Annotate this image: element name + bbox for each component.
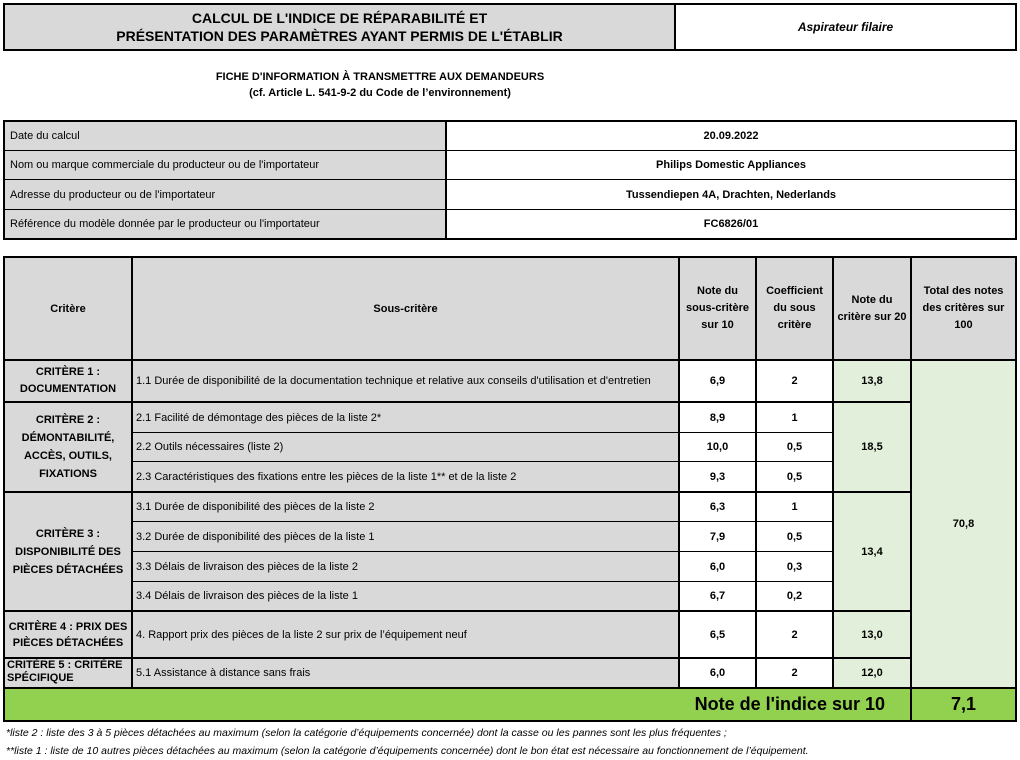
info-value-date: 20.09.2022 bbox=[703, 130, 759, 142]
sub-criterion-3-4: 3.4 Délais de livraison des pièces de la liste 1 bbox=[136, 590, 358, 602]
sub-criterion-2-2: 2.2 Outils nécessaires (liste 2) bbox=[136, 441, 284, 453]
header-critere: Critère bbox=[50, 302, 86, 315]
note-3-2: 7,9 bbox=[709, 530, 726, 543]
info-label-address: Adresse du producteur ou de l'importateur bbox=[10, 188, 216, 201]
note-5-1: 6,0 bbox=[709, 667, 726, 679]
title-line-1: CALCUL DE L'INDICE DE RÉPARABILITÉ ET bbox=[191, 10, 488, 26]
subtitle-line-2: (cf. Article L. 541-9-2 du Code de l’environnement) bbox=[249, 87, 511, 99]
header-total: Total des notes des critères sur 100 bbox=[922, 285, 1005, 331]
criterion-1-name: CRITÈRE 1 : DOCUMENTATION bbox=[19, 366, 117, 395]
coef-4: 2 bbox=[791, 628, 798, 641]
info-label-producer: Nom ou marque commerciale du producteur ou de l'importateur bbox=[10, 159, 320, 171]
coef-2-3: 0,5 bbox=[786, 470, 803, 483]
coef-1-1: 2 bbox=[791, 375, 798, 387]
coef-2-2: 0,5 bbox=[786, 441, 803, 453]
sub-criterion-5-1: 5.1 Assistance à distance sans frais bbox=[136, 667, 311, 679]
footnote-liste-1: **liste 1 : liste de 10 autres pièces détachées au maximum (selon la catégorie d’équipements concernée) dont le bon état est nécessaire au fonctionnement de l’équipement. bbox=[6, 745, 809, 757]
title-line-2: PRÉSENTATION DES PARAMÈTRES AYANT PERMIS DE L'ÉTABLIR bbox=[116, 28, 563, 44]
criterion-4-note: 13,0 bbox=[861, 628, 883, 641]
sub-criterion-2-1: 2.1 Facilité de démontage des pièces de la liste 2* bbox=[136, 411, 382, 424]
criterion-4-name: CRITÈRE 4 : PRIX DES PIÈCES DÉTACHÉES bbox=[8, 620, 128, 649]
criterion-3-name: CRITÈRE 3 : DISPONIBILITÉ DES PIÈCES DÉTACHÉES bbox=[12, 527, 124, 576]
subtitle-line-1: FICHE D'INFORMATION À TRANSMETTRE AUX DEMANDEURS bbox=[215, 71, 545, 83]
note-2-3: 9,3 bbox=[709, 470, 726, 483]
info-label-date: Date du calcul bbox=[10, 130, 80, 142]
header-note-sous-critere: Note du sous-critère sur 10 bbox=[686, 285, 749, 331]
index-value: 7,1 bbox=[950, 694, 977, 714]
note-3-3: 6,0 bbox=[709, 560, 726, 573]
note-3-4: 6,7 bbox=[709, 590, 726, 602]
subtitle bbox=[100, 69, 660, 101]
criterion-3-note: 13,4 bbox=[861, 545, 883, 558]
coef-3-2: 0,5 bbox=[786, 530, 803, 543]
sub-criterion-1-1: 1.1 Durée de disponibilité de la documentation technique et relative aux conseils d'utilisation et d'entretien bbox=[136, 375, 651, 387]
footnote-liste-2: *liste 2 : liste des 3 à 5 pièces détachées au maximum (selon la catégorie d’équipements concernée) dont la casse ou les pannes sont les plus fréquentes ; bbox=[6, 727, 727, 739]
sub-criterion-2-3: 2.3 Caractéristiques des fixations entre les pièces de la liste 1** et de la liste 2 bbox=[136, 470, 517, 483]
criterion-2-name: CRITÈRE 2 : DÉMONTABILITÉ, ACCÈS, OUTILS, FIXATIONS bbox=[21, 414, 115, 480]
sub-criterion-3-2: 3.2 Durée de disponibilité des pièces de la liste 1 bbox=[136, 530, 375, 543]
index-label: Note de l'indice sur 10 bbox=[694, 694, 885, 714]
criterion-5-note: 12,0 bbox=[861, 667, 883, 679]
note-4: 6,5 bbox=[709, 628, 726, 641]
note-3-1: 6,3 bbox=[709, 501, 726, 513]
sub-criterion-4: 4. Rapport prix des pièces de la liste 2 sur prix de l’équipement neuf bbox=[136, 628, 467, 641]
criterion-2-note: 18,5 bbox=[861, 441, 883, 453]
sub-criterion-3-1: 3.1 Durée de disponibilité des pièces de la liste 2 bbox=[136, 501, 375, 513]
total-score: 70,8 bbox=[952, 518, 975, 530]
sub-criterion-3-3: 3.3 Délais de livraison des pièces de la liste 2 bbox=[136, 560, 358, 573]
info-label-reference: Référence du modèle donnée par le producteur ou l'importateur bbox=[10, 218, 320, 230]
coef-3-1: 1 bbox=[791, 501, 798, 513]
coef-3-3: 0,3 bbox=[786, 560, 803, 573]
footnotes bbox=[6, 724, 1016, 760]
info-value-address: Tussendiepen 4A, Drachten, Nederlands bbox=[625, 188, 837, 201]
product-type: Aspirateur filaire bbox=[676, 3, 1017, 51]
header-sous-critere: Sous-critère bbox=[373, 302, 438, 315]
coef-2-1: 1 bbox=[791, 411, 798, 424]
header-coefficient: Coefficient du sous critère bbox=[766, 285, 823, 331]
info-value-producer: Philips Domestic Appliances bbox=[656, 159, 806, 171]
info-value-reference: FC6826/01 bbox=[703, 218, 759, 230]
info-table bbox=[3, 120, 1017, 240]
score-table bbox=[3, 256, 1017, 722]
coef-5-1: 2 bbox=[791, 667, 798, 679]
criterion-5-name bbox=[7, 659, 129, 687]
criterion-5-name-text: CRITÈRE 5 : CRITÈRE SPÉCIFIQUE bbox=[7, 659, 123, 684]
note-2-1: 8,9 bbox=[709, 411, 726, 424]
note-2-2: 10,0 bbox=[706, 441, 729, 453]
coef-3-4: 0,2 bbox=[786, 590, 803, 602]
criterion-1-note: 13,8 bbox=[861, 375, 883, 387]
header-note-critere: Note du critère sur 20 bbox=[837, 293, 907, 323]
title-box bbox=[3, 3, 676, 51]
note-1-1: 6,9 bbox=[709, 375, 726, 387]
